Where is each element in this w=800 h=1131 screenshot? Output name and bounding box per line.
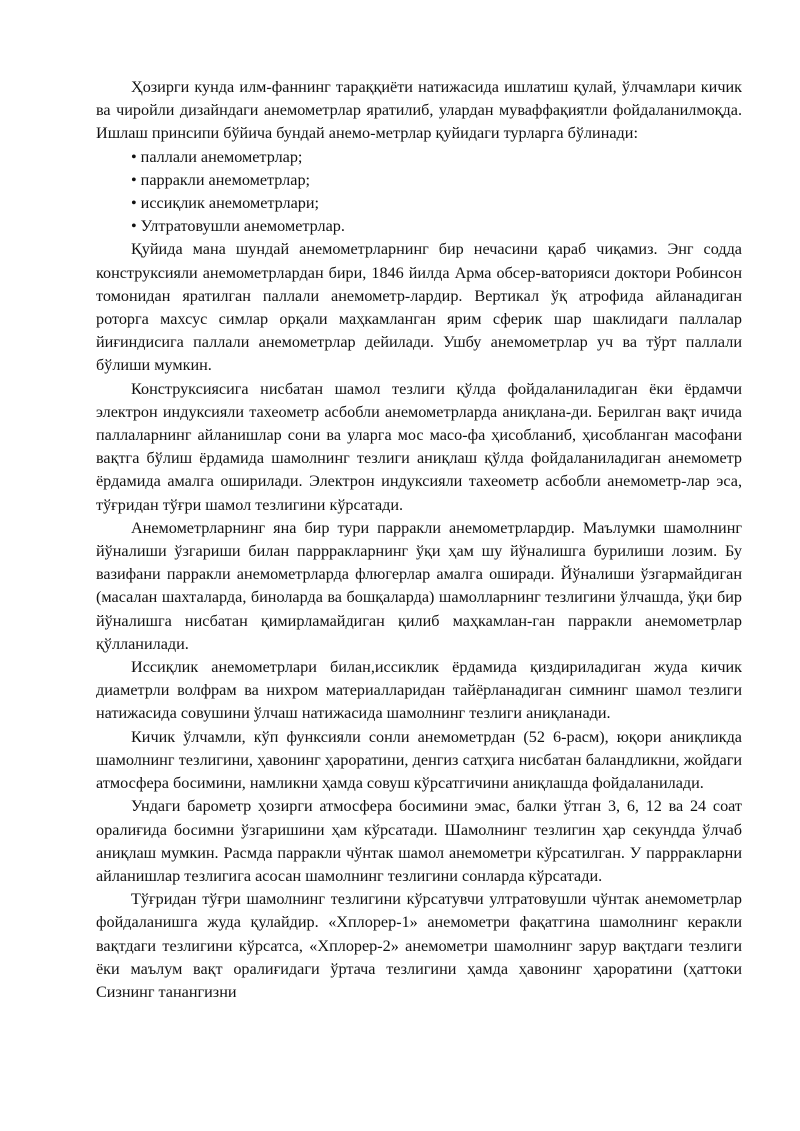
document-page <box>96 76 742 1004</box>
paragraph-thermal-anemometers: Иссиқлик анемометрлари билан,иссиклик ёрдамида қиздириладиган жуда кичик диаметрли волфрам ва нихром материалларидан тайёрланадиган симнинг шамол тезлиги натижасида совушини ўлчаш натижасида шамолнинг тезлиги аниқланади. <box>96 658 742 723</box>
list-item <box>96 215 742 238</box>
paragraph-intro: Ҳозирги кунда илм-фаннинг тараққиёти натижасида ишлатиш қулай, ўлчамлари кичик ва чиройли дизайндаги анемометрлар яратилиб, улардан муваффақиятли фойдаланилмоқда. Ишлаш принсипи бўйича бундай анемо-метрлар қуйидаги турларга бўлинади: <box>96 78 742 143</box>
list-item <box>96 169 742 192</box>
bullet-mark: • <box>131 170 137 189</box>
paragraph-barometer: Ундаги барометр ҳозирги атмосфера босимини эмас, балки ўтган 3, 6, 12 ва 24 соат оралиғида босимни ўзгаришини ҳам кўрсатади. Шамолнинг тезлигин ҳар секундда ўлчаб аниқлаш мумкин. Расмда парракли чўнтак шамол анемометри кўрсатилган. У паррракларни айланишлар тезлигига асосан шамолнинг тезлигини сонларда кўрсатади. <box>96 797 742 885</box>
list-item <box>96 146 742 169</box>
list-item-text: Ултратовушли анемометрлар. <box>140 217 345 236</box>
list-item-text: паллали анемометрлар; <box>140 147 303 166</box>
list-item <box>96 192 742 215</box>
list-item-text: парракли анемометрлар; <box>140 170 311 189</box>
bullet-mark: • <box>131 194 137 213</box>
paragraph-digital-anemometer: Кичик ўлчамли, кўп функсияли сонли анемометрдан (52 6-расм), юқори аниқликда шамолнинг тезлигини, ҳавонинг ҳароратини, денгиз сатҳига нисбатан баландликни, жойдаги атмосфера босимини, намликни ҳамда совуш кўрсатгичини аниқлашда фойдаланилади. <box>96 727 742 793</box>
paragraph-tachometer: Конструксиясига нисбатан шамол тезлиги қўлда фойдаланиладиган ёки ёрдамчи электрон индуксияли тахеометр асбобли анемометрларда аниқлана-ди. Берилган вақт ичида паллаларнинг айланишлар сони ва уларга мос масо-фа ҳисобланиб, ҳисобланган масофани вақтга бўлиш ёрдамида шамолнинг тезлиги аниқлаш қўлда фойдаланиладиган анемометр ёрдамида амалга оширилади. Электрон индуксияли тахеометр асбобли анемометр-лар эса, тўғридан тўғри шамол тезлигини кўрсатади. <box>96 379 742 514</box>
bullet-mark: • <box>131 147 137 166</box>
paragraph-ultrasonic-anemometers: Тўғридан тўғри шамолнинг тезлигини кўрсатувчи ултратовушли чўнтак анемометрлар фойдаланишга жуда қулайдир. «Хплорер-1» анемометри фақатгина шамолнинг керакли вақтдаги тезлигини кўрсатса, «Хплорер-2» анемометри шамолнинг зарур вақтдаги тезлиги ёки маълум вақт оралиғидаги ўртача тезлигини ҳамда ҳавонинг ҳароратини (ҳаттоки Сизнинг танангизни <box>96 890 742 1001</box>
list-item-text: иссиқлик анемометрлари; <box>140 194 320 213</box>
paragraph-vane-anemometers: Анемометрларнинг яна бир тури парракли анемометрлардир. Маълумки шамолнинг йўналиши ўзгариши билан паррракларнинг ўқи ҳам шу йўналишга бурилиши лозим. Бу вазифани парракли анемометрларда флюгерлар амалга оширади. Йўналиши ўзгармайдиган (масалан шахталарда, биноларда ва бошқаларда) шамолларнинг тезлигини ўлчашда, ўқи бир йўналишга нисбатан қимирламайдиган қилиб маҳкамлан-ган парракли анемометрлар қўлланилади. <box>96 518 742 653</box>
anemometer-types-list <box>96 146 742 239</box>
paragraph-cup-anemometers: Қуйида мана шундай анемометрларнинг бир нечасини қараб чиқамиз. Энг содда конструксияли анемометрлардан бири, 1846 йилда Арма обсер-ваторияси доктори Робинсон томонидан яратилган паллали анемометр-лардир. Вертикал ўқ атрофида айланадиган роторга махсус симлар орқали маҳкамланган ярим сферик шар шаклидаги паллалар йиғиндисига паллали анемометрлар дейилади. Ушбу анемометрлар уч ва тўрт паллали бўлиши мумкин. <box>96 240 742 375</box>
bullet-mark: • <box>131 217 137 236</box>
